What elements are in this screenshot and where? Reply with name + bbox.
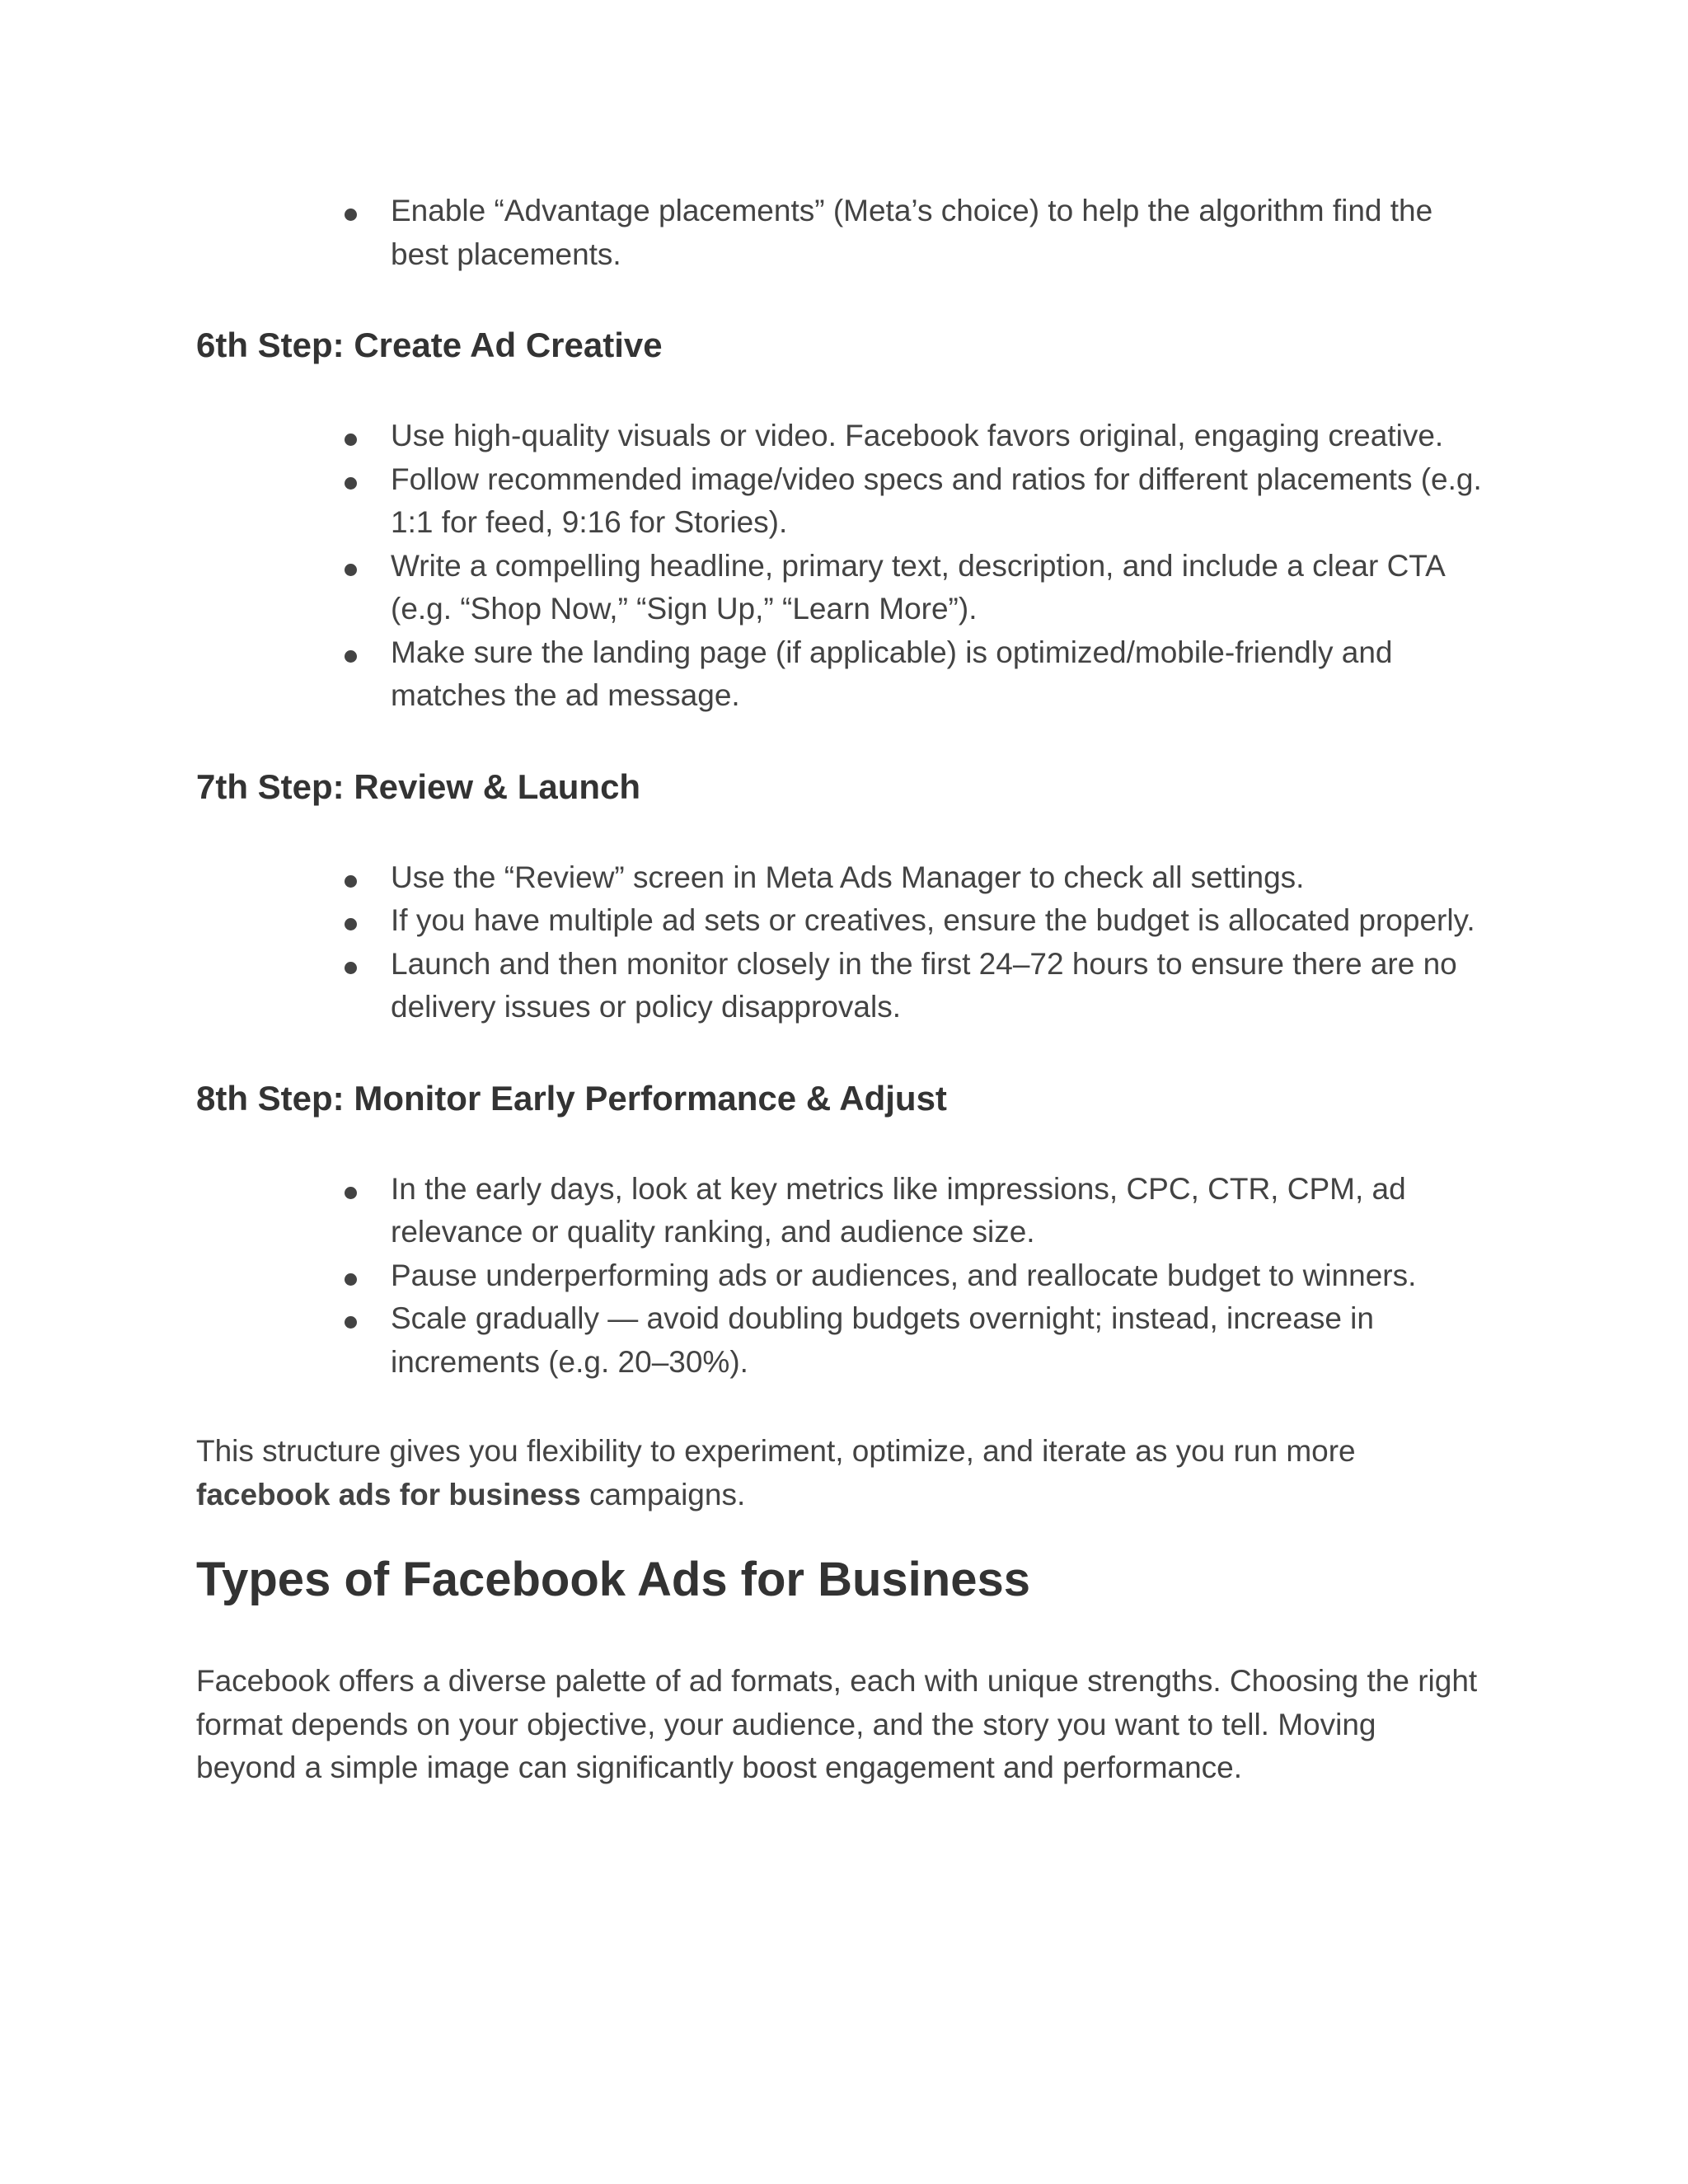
- list-item: [196, 1297, 1482, 1384]
- step8-heading: 8th Step: Monitor Early Performance & Adjust: [196, 1078, 947, 1118]
- types-section-paragraph: Facebook offers a diverse palette of ad formats, each with unique strengths. Choosing the right format depends on your objective, your audience, and the story you want to tell. Moving beyond a simple image can significantly boost engagement and performance.: [196, 1664, 1478, 1784]
- list-item: [196, 899, 1482, 943]
- step7-bullet-list: [196, 856, 1482, 1029]
- summary-paragraph: [196, 1430, 1482, 1516]
- summary-text-before: This structure gives you flexibility to experiment, optimize, and iterate as you run more: [196, 1434, 1356, 1468]
- list-item: [196, 943, 1482, 1029]
- step7-heading: 7th Step: Review & Launch: [196, 766, 641, 806]
- bullet-icon: [345, 1316, 357, 1329]
- list-item-text: Pause underperforming ads or audiences, and reallocate budget to winners.: [391, 1258, 1417, 1292]
- summary-text-after: campaigns.: [580, 1477, 746, 1511]
- list-item-text: Enable “Advantage placements” (Meta’s choice) to help the algorithm find the best placements.: [391, 194, 1433, 271]
- bullet-icon: [345, 875, 357, 888]
- bullet-icon: [345, 1187, 357, 1199]
- list-item-text: Follow recommended image/video specs and ratios for different placements (e.g. 1:1 for feed, 9:16 for Stories).: [391, 462, 1482, 539]
- list-item: [196, 631, 1482, 718]
- list-item: [196, 458, 1482, 545]
- step6-bullet-list: [196, 415, 1482, 718]
- bullet-icon: [345, 477, 357, 490]
- intro-bullet-list: [196, 190, 1482, 276]
- list-item: [196, 856, 1482, 900]
- list-item-text: Launch and then monitor closely in the first 24–72 hours to ensure there are no delivery issues or policy disapprovals.: [391, 946, 1457, 1024]
- list-item-text: Use high-quality visuals or video. Facebook favors original, engaging creative.: [391, 419, 1444, 452]
- bullet-icon: [345, 434, 357, 446]
- list-item-text: If you have multiple ad sets or creatives, ensure the budget is allocated properly.: [391, 903, 1475, 937]
- bullet-icon: [345, 650, 357, 663]
- list-item: [196, 1254, 1482, 1298]
- bullet-icon: [345, 564, 357, 576]
- list-item-text: Make sure the landing page (if applicable) is optimized/mobile-friendly and matches the ad message.: [391, 635, 1393, 712]
- step8-bullet-list: [196, 1168, 1482, 1385]
- list-item-text: Scale gradually — avoid doubling budgets overnight; instead, increase in increments (e.g. 20–30%).: [391, 1301, 1374, 1379]
- types-section-heading: Types of Facebook Ads for Business: [196, 1553, 1030, 1606]
- step6-heading: 6th Step: Create Ad Creative: [196, 326, 663, 364]
- list-item-text: In the early days, look at key metrics like impressions, CPC, CTR, CPM, ad relevance or quality ranking, and audience size.: [391, 1171, 1406, 1249]
- bullet-icon: [345, 1273, 357, 1286]
- list-item-text: Write a compelling headline, primary text, description, and include a clear CTA (e.g. “Shop Now,” “Sign Up,” “Learn More”).: [391, 548, 1444, 626]
- list-item: [196, 545, 1482, 631]
- summary-bold-keyword: facebook ads for business: [196, 1477, 581, 1511]
- list-item: [196, 415, 1482, 458]
- list-item: [196, 1168, 1482, 1254]
- bullet-icon: [345, 209, 357, 221]
- bullet-icon: [345, 962, 357, 974]
- list-item: [196, 190, 1482, 276]
- bullet-icon: [345, 918, 357, 930]
- document-page: [196, 190, 1482, 1790]
- list-item-text: Use the “Review” screen in Meta Ads Manager to check all settings.: [391, 860, 1305, 894]
